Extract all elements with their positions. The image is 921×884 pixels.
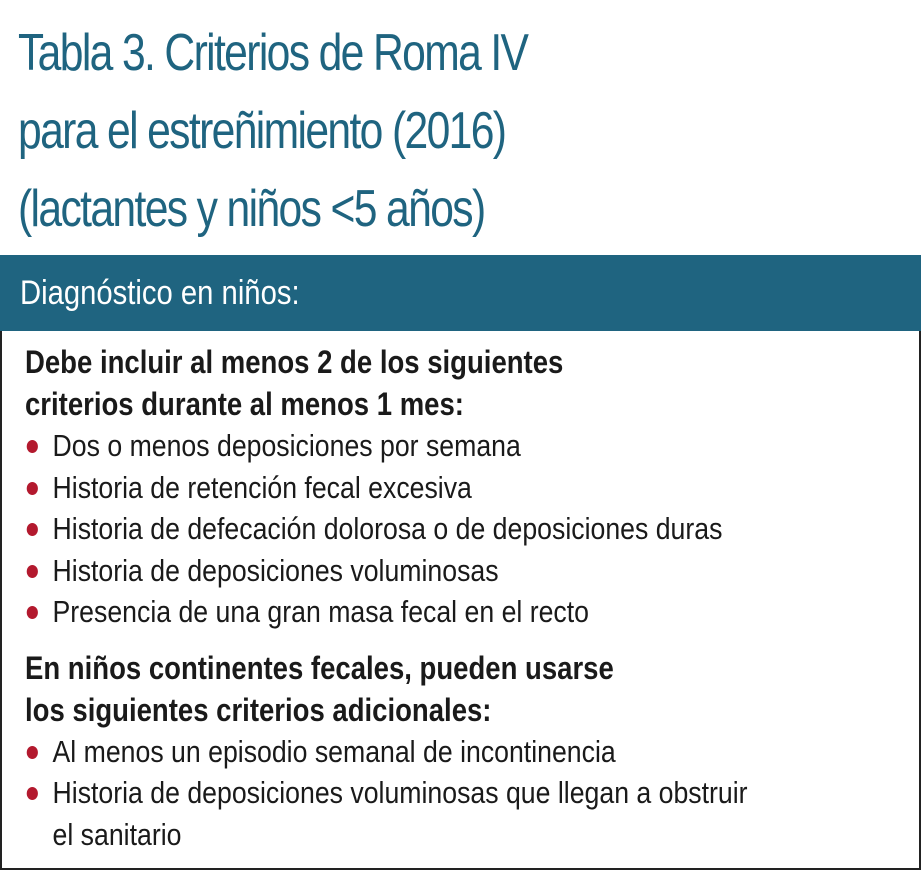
list-item (25, 508, 748, 550)
list-item (25, 550, 748, 592)
section-header-band (0, 255, 921, 331)
title-line-2: para el estreñimiento (2016) (18, 102, 506, 160)
list-item (25, 731, 748, 773)
bullet-dot-icon (27, 787, 38, 800)
heading-line: criterios durante al menos 1 mes: (25, 386, 464, 422)
criteria-content (25, 341, 748, 855)
bullet-dot-icon (27, 440, 38, 453)
list-item-text: Historia de defecación dolorosa o de deposiciones duras (52, 511, 723, 546)
criteria-list-additional (25, 731, 748, 856)
section-header-label: Diagnóstico en niños: (20, 274, 300, 312)
criteria-list-main (25, 425, 748, 633)
criteria-section-main (25, 341, 748, 633)
list-item (25, 425, 748, 467)
criteria-heading-main (25, 341, 748, 425)
criteria-section-additional (25, 647, 748, 856)
list-item-text: Presencia de una gran masa fecal en el recto (52, 594, 590, 629)
list-item (25, 591, 748, 633)
criteria-box (0, 331, 921, 870)
heading-line: En niños continentes fecales, pueden usarse (25, 649, 614, 686)
list-item-text: Historia de retención fecal excesiva (52, 469, 472, 505)
bullet-dot-icon (27, 565, 38, 578)
title-line-1: Tabla 3. Criterios de Roma IV (18, 24, 528, 82)
bullet-dot-icon (27, 482, 38, 495)
bullet-dot-icon (27, 746, 38, 759)
heading-line: Debe incluir al menos 2 de los siguientes (25, 344, 564, 380)
list-item-text: Dos o menos deposiciones por semana (52, 428, 521, 463)
criteria-heading-additional (25, 647, 748, 731)
title-line-3: (lactantes y niños <5 años) (18, 180, 485, 238)
list-item-text: Historia de deposiciones voluminosas (52, 552, 499, 588)
table-title (18, 14, 527, 248)
list-item (25, 772, 748, 855)
list-item (25, 467, 748, 509)
list-item-text: Historia de deposiciones voluminosas que llegan a obstruir (52, 775, 748, 810)
bullet-dot-icon (27, 606, 38, 619)
heading-line: los siguientes criterios adicionales: (25, 691, 492, 728)
bullet-dot-icon (27, 523, 38, 536)
list-item-text: Al menos un episodio semanal de incontinencia (52, 733, 616, 769)
list-item-text-continued: el sanitario (52, 816, 182, 852)
